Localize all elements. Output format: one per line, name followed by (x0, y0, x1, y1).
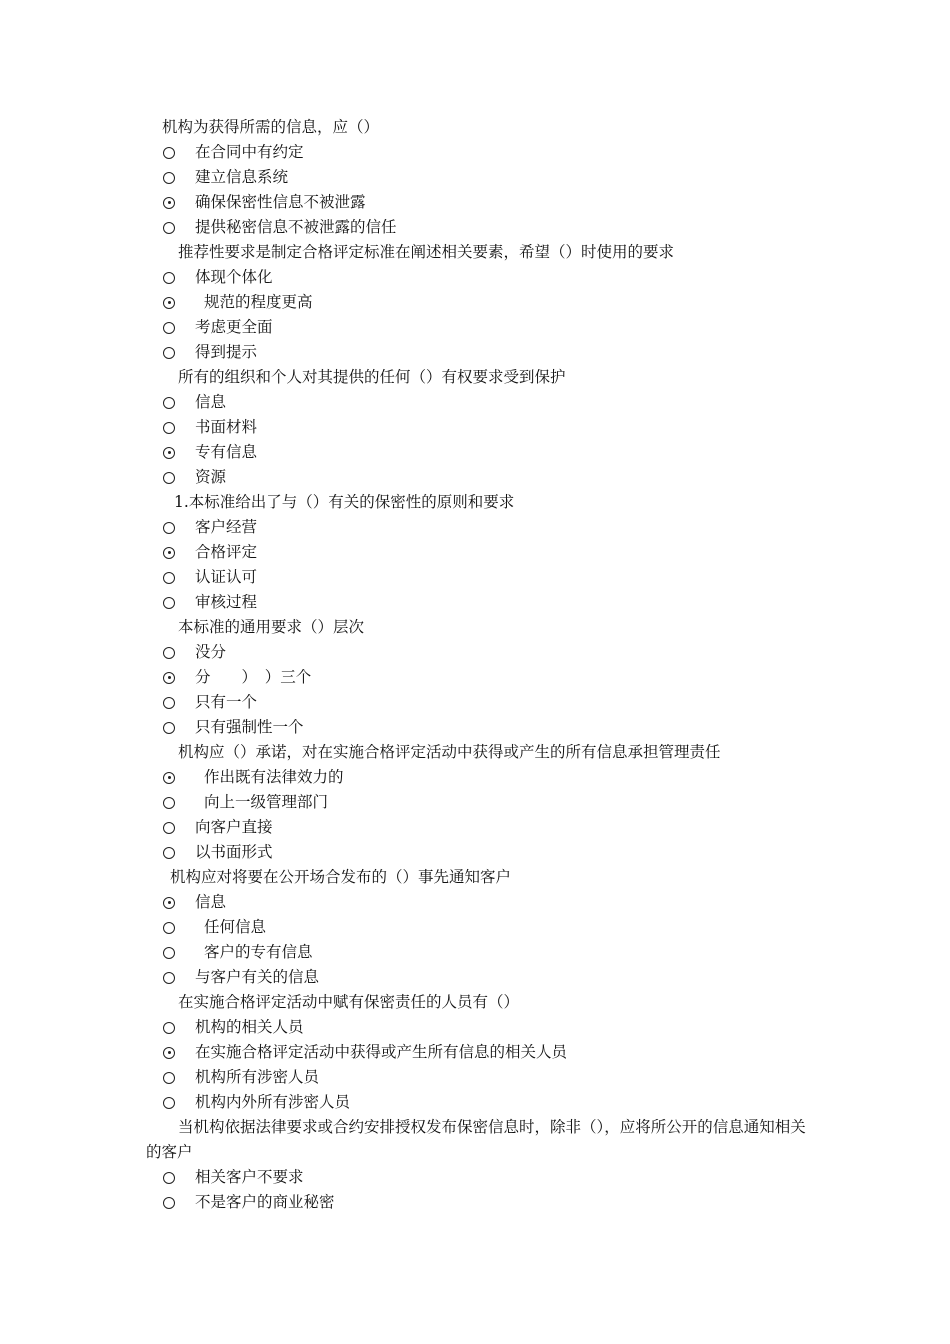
radio-unchecked-icon[interactable] (163, 922, 175, 934)
radio-unchecked-icon[interactable] (163, 972, 175, 984)
radio-unchecked-icon[interactable] (163, 422, 175, 434)
radio-checked-icon[interactable] (163, 197, 175, 209)
option[interactable] (0, 415, 950, 440)
option[interactable] (0, 715, 950, 740)
option[interactable] (0, 165, 950, 190)
radio-checked-icon[interactable] (163, 1047, 175, 1059)
radio-unchecked-icon[interactable] (163, 222, 175, 234)
radio-checked-icon[interactable] (163, 772, 175, 784)
option[interactable] (0, 315, 950, 340)
option[interactable] (0, 215, 950, 240)
question (0, 615, 950, 740)
radio-unchecked-icon[interactable] (163, 822, 175, 834)
option[interactable] (0, 590, 950, 615)
option-label: 提供秘密信息不被泄露的信任 (195, 218, 397, 236)
radio-checked-icon[interactable] (163, 447, 175, 459)
question-stem: 所有的组织和个人对其提供的任何（）有权要求受到保护 (178, 368, 566, 386)
radio-unchecked-icon[interactable] (163, 1172, 175, 1184)
option[interactable] (0, 390, 950, 415)
option-label: 规范的程度更高 (204, 293, 313, 311)
option[interactable] (0, 965, 950, 990)
radio-checked-icon[interactable] (163, 547, 175, 559)
radio-unchecked-icon[interactable] (163, 697, 175, 709)
option[interactable] (0, 565, 950, 590)
radio-unchecked-icon[interactable] (163, 1022, 175, 1034)
option[interactable] (0, 765, 950, 790)
option[interactable] (0, 1015, 950, 1040)
radio-unchecked-icon[interactable] (163, 797, 175, 809)
radio-unchecked-icon[interactable] (163, 397, 175, 409)
question (0, 490, 950, 615)
radio-unchecked-icon[interactable] (163, 272, 175, 284)
question-stem: 推荐性要求是制定合格评定标准在阐述相关要素，希望（）时使用的要求 (178, 243, 675, 261)
option-label: 只有强制性一个 (195, 718, 304, 736)
option[interactable] (0, 1040, 950, 1065)
radio-checked-icon[interactable] (163, 897, 175, 909)
option-label: 在合同中有约定 (195, 143, 304, 161)
option-label: 与客户有关的信息 (195, 968, 320, 986)
option-label: 书面材料 (195, 418, 258, 436)
option-label: 得到提示 (195, 343, 258, 361)
option-label: 以书面形式 (195, 843, 273, 861)
option[interactable] (0, 665, 950, 690)
option[interactable] (0, 540, 950, 565)
option-label: 合格评定 (195, 543, 258, 561)
option[interactable] (0, 290, 950, 315)
radio-unchecked-icon[interactable] (163, 847, 175, 859)
radio-unchecked-icon[interactable] (163, 172, 175, 184)
question (0, 365, 950, 490)
option[interactable] (0, 440, 950, 465)
radio-unchecked-icon[interactable] (163, 322, 175, 334)
option[interactable] (0, 790, 950, 815)
question-stem: 机构为获得所需的信息，应（） (162, 118, 380, 136)
radio-unchecked-icon[interactable] (163, 347, 175, 359)
option-label: 相关客户不要求 (195, 1168, 304, 1186)
option[interactable] (0, 1065, 950, 1090)
option-label: 只有一个 (195, 693, 258, 711)
radio-unchecked-icon[interactable] (163, 597, 175, 609)
option-label: 客户的专有信息 (204, 943, 313, 961)
option-label: 专有信息 (195, 443, 258, 461)
radio-unchecked-icon[interactable] (163, 1197, 175, 1209)
question-stem: 在实施合格评定活动中赋有保密责任的人员有（） (178, 993, 520, 1011)
radio-unchecked-icon[interactable] (163, 522, 175, 534)
option[interactable] (0, 190, 950, 215)
option-label: 资源 (195, 468, 227, 486)
radio-unchecked-icon[interactable] (163, 947, 175, 959)
option[interactable] (0, 465, 950, 490)
question (0, 990, 950, 1115)
option-label: 客户经营 (195, 518, 258, 536)
question (0, 740, 950, 865)
radio-unchecked-icon[interactable] (163, 472, 175, 484)
option-label: 机构所有涉密人员 (195, 1068, 320, 1086)
radio-unchecked-icon[interactable] (163, 1097, 175, 1109)
option-label: 建立信息系统 (195, 168, 289, 186)
radio-unchecked-icon[interactable] (163, 647, 175, 659)
question (0, 115, 950, 240)
option-label: 向客户直接 (195, 818, 273, 836)
option-label: 机构内外所有涉密人员 (195, 1093, 351, 1111)
radio-unchecked-icon[interactable] (163, 1072, 175, 1084)
radio-checked-icon[interactable] (163, 672, 175, 684)
option-label: 体现个体化 (195, 268, 273, 286)
option[interactable] (0, 915, 950, 940)
option-label: 分 ） ）三个 (195, 668, 312, 686)
option-label: 机构的相关人员 (195, 1018, 304, 1036)
question (0, 240, 950, 365)
option-label: 在实施合格评定活动中获得或产生所有信息的相关人员 (195, 1043, 568, 1061)
question-list (0, 115, 950, 1215)
option-label: 认证认可 (195, 568, 258, 586)
question-stem: 机构应对将要在公开场合发布的（）事先通知客户 (170, 868, 512, 886)
option[interactable] (0, 340, 950, 365)
radio-unchecked-icon[interactable] (163, 572, 175, 584)
option[interactable] (0, 815, 950, 840)
option-label: 不是客户的商业秘密 (195, 1193, 335, 1211)
question-stem: 当机构依据法律要求或合约安排授权发布保密信息时，除非（），应将所公开的信息通知相关的客户 (146, 1118, 806, 1161)
radio-unchecked-icon[interactable] (163, 147, 175, 159)
option-label: 信息 (195, 893, 227, 911)
radio-unchecked-icon[interactable] (163, 722, 175, 734)
option-label: 作出既有法律效力的 (204, 768, 344, 786)
option[interactable] (0, 840, 950, 865)
option[interactable] (0, 1090, 950, 1115)
option[interactable] (0, 140, 950, 165)
option[interactable] (0, 640, 950, 665)
option[interactable] (0, 690, 950, 715)
option-label: 没分 (195, 643, 227, 661)
option[interactable] (0, 890, 950, 915)
option[interactable] (0, 940, 950, 965)
question-stem: 机构应（）承诺，对在实施合格评定活动中获得或产生的所有信息承担管理责任 (178, 743, 721, 761)
option-label: 任何信息 (204, 918, 267, 936)
question-stem: 1.本标准给出了与（）有关的保密性的原则和要求 (174, 493, 515, 511)
option-label: 确保保密性信息不被泄露 (195, 193, 366, 211)
question (0, 865, 950, 990)
question-stem: 本标准的通用要求（）层次 (178, 618, 365, 636)
option[interactable] (0, 265, 950, 290)
option[interactable] (0, 1190, 950, 1215)
question (0, 1115, 950, 1215)
radio-checked-icon[interactable] (163, 297, 175, 309)
option-label: 向上一级管理部门 (204, 793, 329, 811)
option[interactable] (0, 1165, 950, 1190)
option-label: 考虑更全面 (195, 318, 273, 336)
option[interactable] (0, 515, 950, 540)
option-label: 信息 (195, 393, 227, 411)
option-label: 审核过程 (195, 593, 258, 611)
